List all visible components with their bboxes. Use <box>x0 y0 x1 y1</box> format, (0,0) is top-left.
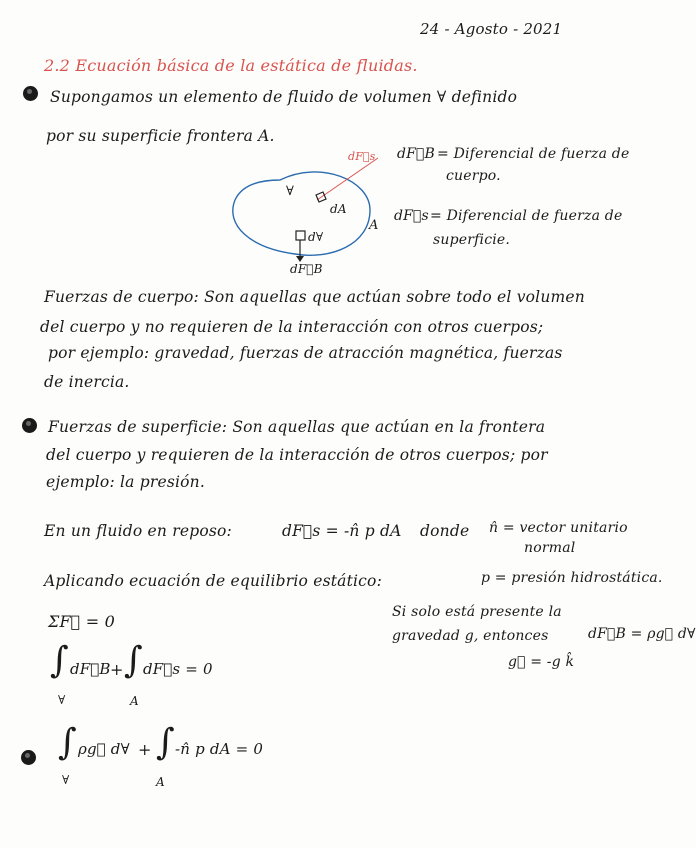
final-plus-sign: + <box>138 740 152 759</box>
dFs-definition-line2: superficie. <box>433 232 511 248</box>
date: 24 - Agosto - 2021 <box>420 20 563 38</box>
integral-sign-2: ∫ <box>124 640 143 681</box>
integral-sign-3: ∫ <box>58 722 77 763</box>
final-term1: ρg⃗ d∀ <box>78 740 130 758</box>
dFs-definition-line1: = Diferencial de fuerza de <box>430 208 623 224</box>
plus-sign: + <box>110 660 124 679</box>
bullet-icon <box>23 86 38 101</box>
body-forces-line2: del cuerpo y no requieren de la interacción con otros cuerpos; <box>40 318 544 336</box>
dfs-arrow-line <box>317 158 378 200</box>
dFB-definition-line1: = Diferencial de fuerza de <box>437 146 630 162</box>
final-term2-limit: A <box>156 775 165 789</box>
final-term1-limit: ∀ <box>62 773 70 787</box>
section-title: 2.2 Ecuación básica de la estática de fluidas. <box>44 56 418 75</box>
body-forces-line4: de inercia. <box>44 373 130 391</box>
integral-1-integrand: dF⃗B <box>70 660 111 678</box>
final-term2: -n̂ p dA = 0 <box>175 740 264 758</box>
integral-2-integrand: dF⃗s = 0 <box>143 660 213 678</box>
dV-label: d∀ <box>308 230 324 244</box>
nhat-definition-line2: normal <box>524 540 576 556</box>
equilibrium-intro: Aplicando ecuación de equilibrio estático: <box>44 572 383 590</box>
dFB-symbol: dF⃗B <box>397 146 435 162</box>
body-forces-line3: por ejemplo: gravedad, fuerzas de atracción magnética, fuerzas <box>48 344 563 362</box>
body-forces-line1: Fuerzas de cuerpo: Son aquellas que actúan sobre todo el volumen <box>44 288 585 306</box>
integral-sign-1: ∫ <box>50 640 69 681</box>
gravity-vector: g⃗ = -g k̂ <box>508 654 575 670</box>
dFb-arrow-label: dF⃗B <box>290 262 323 276</box>
surface-forces-line3: ejemplo: la presión. <box>46 473 205 491</box>
dA-label: dA <box>330 202 347 216</box>
volume-symbol: ∀ <box>286 184 295 199</box>
sum-forces-equation: ΣF⃗ = 0 <box>48 612 115 631</box>
dFs-arrow-label: dF⃗s <box>348 150 376 163</box>
dV-cube-icon <box>296 231 305 240</box>
integral-2-limit: A <box>130 694 139 708</box>
pressure-definition: p = presión hidrostática. <box>481 570 663 586</box>
surface-forces-line2: del cuerpo y requieren de la interacción de otros cuerpos; por <box>46 446 548 464</box>
dFB-definition-line2: cuerpo. <box>446 168 501 184</box>
gravity-note-line1: Si solo está presente la <box>392 604 562 620</box>
bullet-icon <box>22 418 37 433</box>
rest-fluid-intro: En un fluido en reposo: <box>44 522 232 540</box>
para1-line2: por su superficie frontera A. <box>46 127 275 145</box>
gravity-note-line2: gravedad g, entonces <box>392 628 549 644</box>
rest-fluid-equation: dF⃗s = -n̂ p dA <box>282 522 402 540</box>
para1-line1: Supongamos un elemento de fluido de volumen ∀ definido <box>50 88 518 106</box>
dFs-symbol: dF⃗s <box>394 208 429 224</box>
area-symbol: A <box>369 218 379 233</box>
nhat-definition-line1: n̂ = vector unitario <box>489 520 628 536</box>
integral-1-limit: ∀ <box>58 693 66 707</box>
gravity-note-equation: dF⃗B = ρg⃗ d∀ <box>588 626 696 642</box>
fluid-boundary <box>233 172 370 255</box>
surface-forces-line1: Fuerzas de superficie: Son aquellas que actúan en la frontera <box>48 418 546 436</box>
integral-sign-4: ∫ <box>156 722 175 763</box>
bullet-icon <box>21 750 36 765</box>
rest-fluid-where: donde <box>420 522 470 540</box>
